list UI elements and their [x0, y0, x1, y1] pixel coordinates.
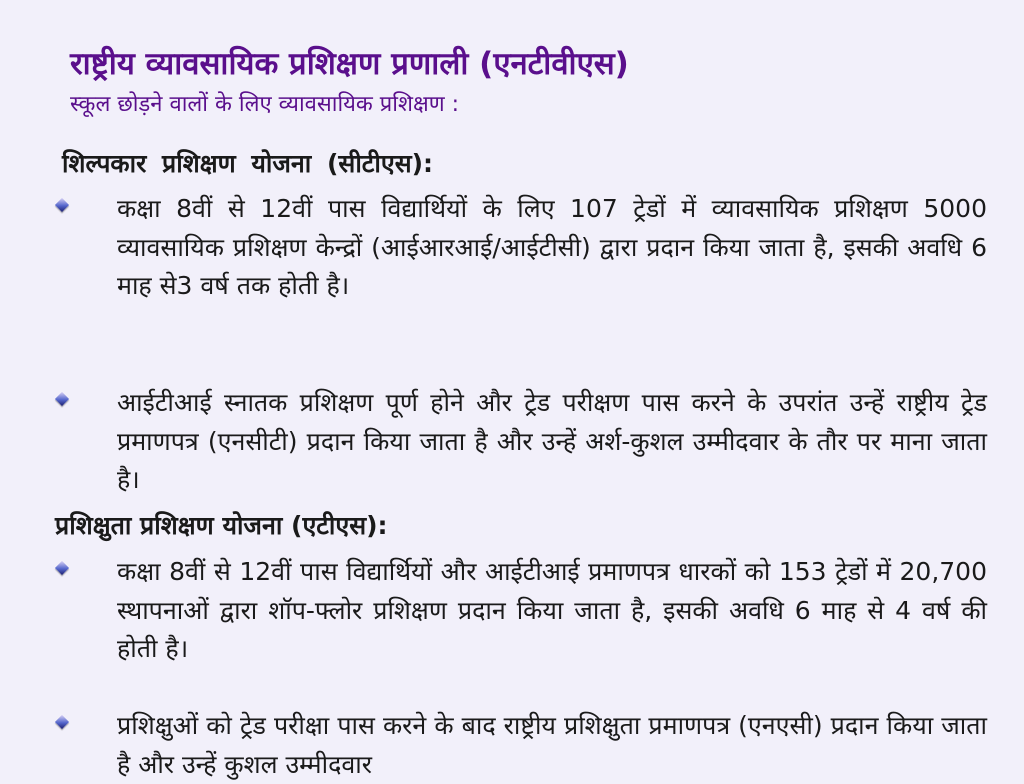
- diamond-bullet-icon: [55, 561, 69, 575]
- bullet-text: प्रशिक्षुओं को ट्रेड परीक्षा पास करने के बाद राष्ट्रीय प्रशिक्षुता प्रमाणपत्र (एनएसी) प्रदान किया जाता है और उन्हें कुशल उम्मीदवार: [117, 711, 987, 779]
- slide-subtitle: स्कूल छोड़ने वालों के लिए व्यावसायिक प्रशिक्षण :: [70, 92, 460, 117]
- diamond-bullet-icon: [55, 715, 69, 729]
- bullet-text: कक्षा 8वीं से 12वीं पास विद्यार्थियों के लिए 107 ट्रेडों में व्यावसायिक प्रशिक्षण 5000 व्यावसायिक प्रशिक्षण केन्द्रों (आईआरआई/आईटीसी) द्वारा प्रदान किया जाता है, इसकी अवधि 6 माह से3 वर्ष तक होती है।: [117, 194, 987, 300]
- section-heading-ats: प्रशिक्षुता प्रशिक्षण योजना (एटीएस):: [55, 511, 388, 540]
- bullet-text: कक्षा 8वीं से 12वीं पास विद्यार्थियों और आईटीआई प्रमाणपत्र धारकों को 153 ट्रेडों में 20,700 स्थापनाओं द्वारा शॉप-फ्लोर प्रशिक्षण प्रदान किया जाता है, इसकी अवधि 6 माह से 4 वर्ष की होती है।: [117, 557, 987, 663]
- diamond-bullet-icon: [55, 392, 69, 406]
- diamond-bullet-icon: [55, 198, 69, 212]
- slide-title: राष्ट्रीय व्यावसायिक प्रशिक्षण प्रणाली (एनटीवीएस): [70, 46, 629, 82]
- section-heading-cts: शिल्पकार प्रशिक्षण योजना (सीटीएस):: [62, 149, 434, 178]
- bullet-text: आईटीआई स्नातक प्रशिक्षण पूर्ण होने और ट्रेड परीक्षण पास करने के उपरांत उन्हें राष्ट्रीय ट्रेड प्रमाणपत्र (एनसीटी) प्रदान किया जाता है और उन्हें अर्श-कुशल उम्मीदवार के तौर पर माना जाता है।: [117, 388, 987, 494]
